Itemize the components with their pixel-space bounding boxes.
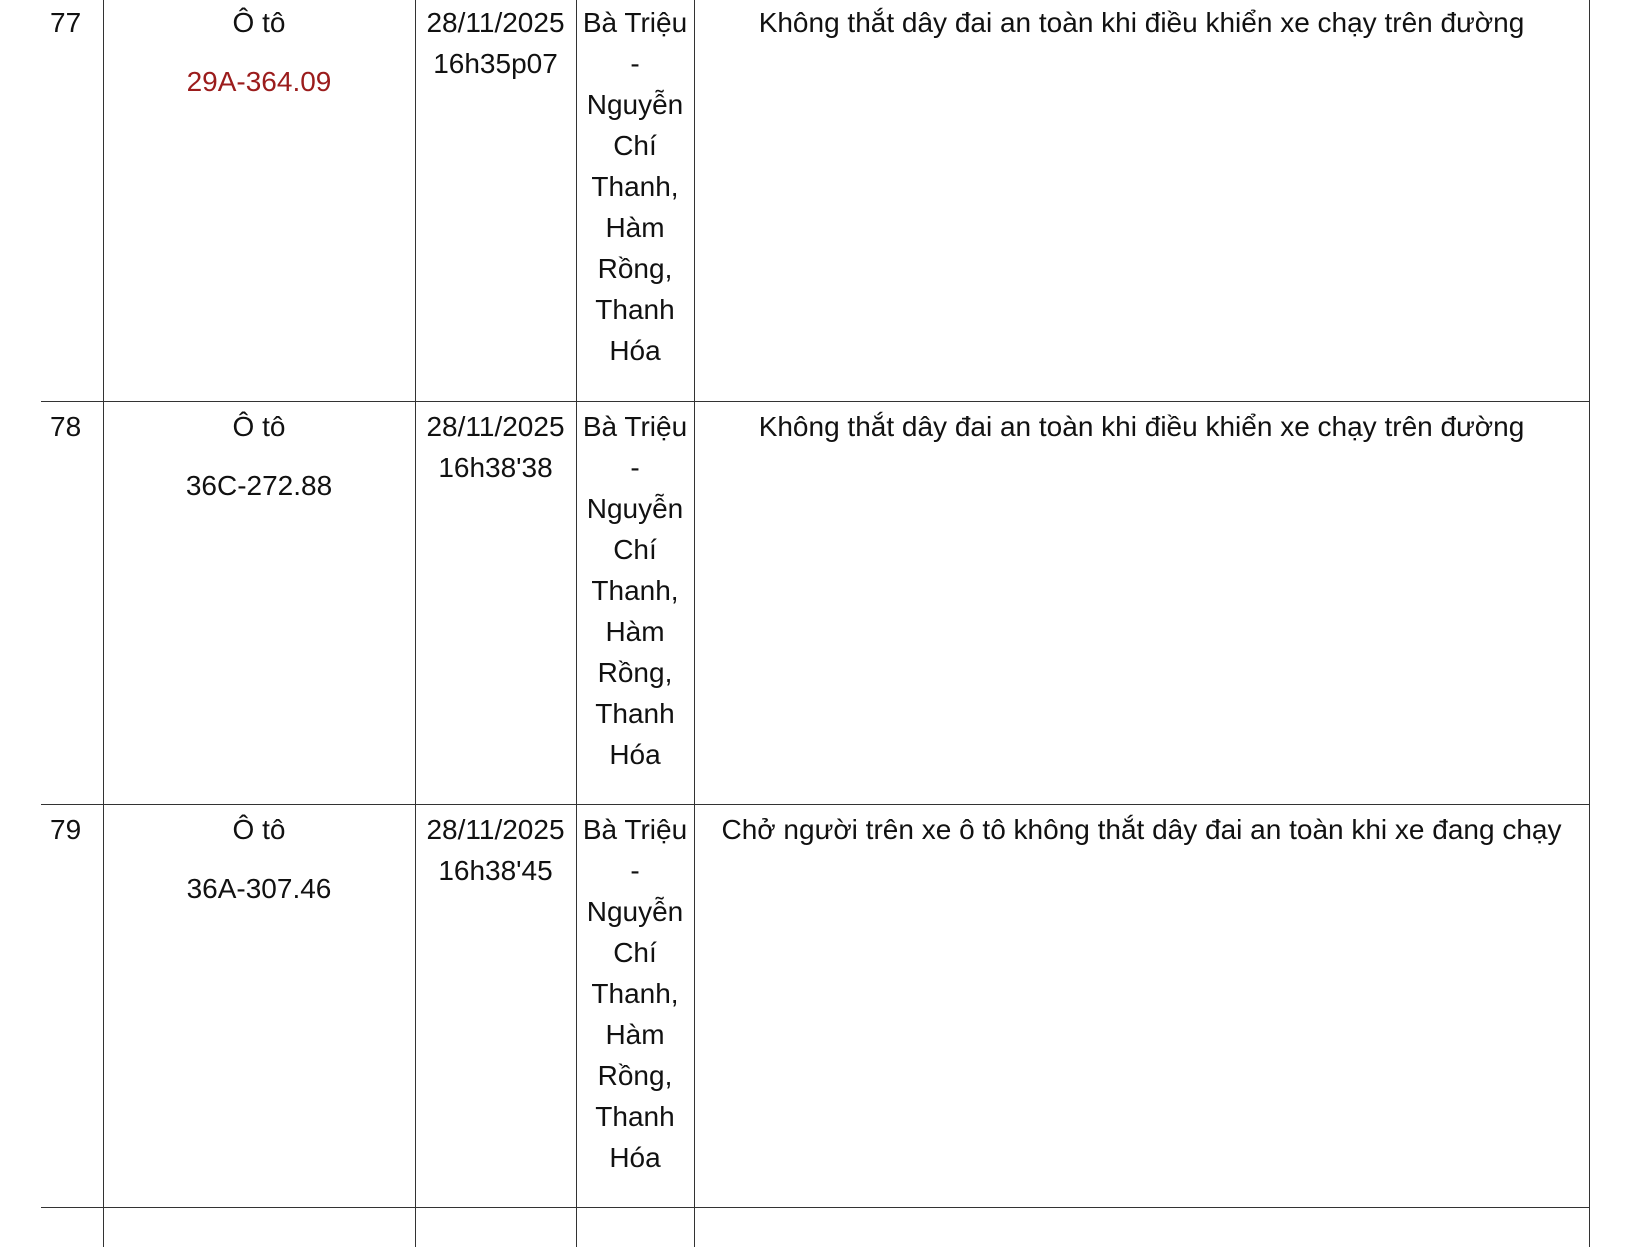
table-row bbox=[41, 0, 1589, 401]
time-cell bbox=[415, 0, 576, 401]
violation-location: Bà Triệu - Nguyễn Chí Thanh, Hàm Rồng, Thanh Hóa bbox=[582, 7, 688, 366]
violations-table bbox=[41, 0, 1590, 1247]
violation-description: Không thắt dây đai an toàn khi điều khiển xe chạy trên đường bbox=[758, 7, 1525, 38]
table-row bbox=[41, 804, 1589, 1207]
license-plate: 29A-364.09 bbox=[186, 66, 332, 97]
row-number: 77 bbox=[41, 0, 103, 401]
location-cell bbox=[576, 401, 694, 804]
time-cell bbox=[415, 804, 576, 1207]
vehicle-cell bbox=[103, 804, 415, 1207]
row-number: 78 bbox=[41, 401, 103, 804]
row-number-empty bbox=[41, 1207, 103, 1247]
time-cell-empty bbox=[415, 1207, 576, 1247]
table-row bbox=[41, 401, 1589, 804]
vehicle-type: Ô tô bbox=[232, 7, 286, 38]
location-cell bbox=[576, 804, 694, 1207]
vehicle-cell-empty bbox=[103, 1207, 415, 1247]
location-cell bbox=[576, 0, 694, 401]
vehicle-type: Ô tô bbox=[232, 813, 286, 845]
violation-date: 28/11/2025 bbox=[426, 7, 565, 38]
violation-cell bbox=[694, 401, 1589, 804]
vehicle-cell bbox=[103, 0, 415, 401]
license-plate: 36C-272.88 bbox=[185, 469, 333, 501]
violation-description: Không thắt dây đai an toàn khi điều khiển xe chạy trên đường bbox=[758, 410, 1525, 442]
violation-date: 28/11/2025 bbox=[426, 410, 565, 442]
violation-date: 28/11/2025 bbox=[426, 813, 565, 845]
violation-time: 16h35p07 bbox=[433, 48, 558, 79]
violation-cell-empty bbox=[694, 1207, 1589, 1247]
vehicle-type: Ô tô bbox=[232, 410, 286, 442]
vehicle-cell bbox=[103, 401, 415, 804]
location-cell-empty bbox=[576, 1207, 694, 1247]
license-plate: 36A-307.46 bbox=[186, 872, 332, 904]
violation-time: 16h38'45 bbox=[438, 854, 553, 886]
row-number: 79 bbox=[41, 804, 103, 1207]
violation-location: Bà Triệu - Nguyễn Chí Thanh, Hàm Rồng, Thanh Hóa bbox=[582, 410, 688, 770]
violation-cell bbox=[694, 804, 1589, 1207]
time-cell bbox=[415, 401, 576, 804]
table-row-partial bbox=[41, 1207, 1589, 1247]
violation-cell bbox=[694, 0, 1589, 401]
violations-sheet bbox=[41, 0, 1589, 1247]
violation-time: 16h38'38 bbox=[438, 451, 553, 483]
violation-location: Bà Triệu - Nguyễn Chí Thanh, Hàm Rồng, Thanh Hóa bbox=[582, 813, 688, 1173]
violation-description: Chở người trên xe ô tô không thắt dây đai an toàn khi xe đang chạy bbox=[721, 813, 1562, 845]
